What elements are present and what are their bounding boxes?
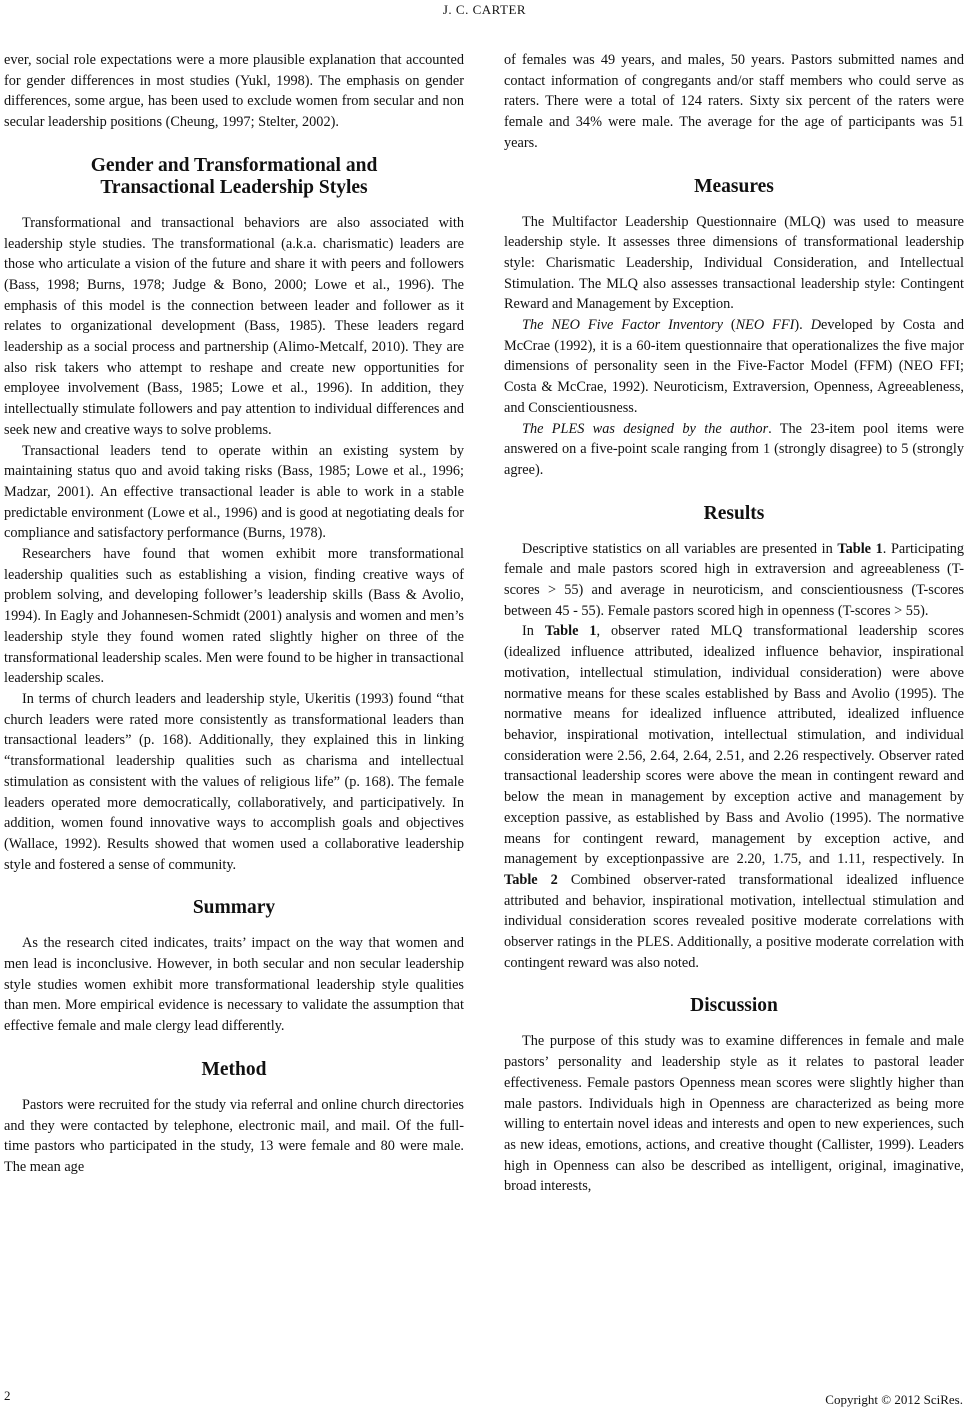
intro-paragraph: ever, social role expectations were a more plausible explanation that accounted for gender differences in most studies (Yukl, 1998). The emphasis on gender differences, some argue, has been used to exclude women from secular and non secular leadership positions (Cheung, 1997; Stelter, 2002). (4, 52, 464, 131)
page-number: 2 (4, 1388, 11, 1403)
left-column (4, 50, 464, 1178)
results-p2-b: , observer rated MLQ transformational leadership scores (idealized influence attributed, idealized influence behavior, inspirational motivation, intellectual stimulation, individual consideration) were above normative means for these scales established by Bass and Avolio (1995). The normative means for idealized influence attributed, idealized influence behavior, inspirational motivation, intellectual stimulation, and individual consideration were 2.56, 2.64, 2.64, 2.51, and 2.26 respectively. Observer rated transactional leadership scores were above the mean in contingent reward and below the mean in management by exception active and management by exception passive, as established by Bass and Avolio (1995). The normative means for contingent reward, management by exception active, and management by exceptionpassive are 2.20, 1.75, and 1.11, respectively. In (504, 623, 964, 868)
results-paragraph-2 (504, 621, 964, 973)
heading-measures: Measures (694, 175, 774, 197)
summary-paragraph: As the research cited indicates, traits’ impact on the way that women and men lead is inconclusive. However, in both secular and non secular leadership style studies women exhibit more transformational leadership style qualities than men. More empirical evidence is necessary to validate the assumption that effective female and male clergy lead differently. (4, 935, 464, 1035)
results-p2-c: Combined observer-rated transformational idealized influence attributed and behavior, inspirational motivation, intellectual stimulation and individual consideration scores revealed positive moderate correlations with observer ratings in the PLES. Additionally, a positive moderate correlation with contingent reward was also noted. (504, 871, 964, 971)
gender-paragraph-2: Transactional leaders tend to operate within an existing system by maintaining status quo and avoid taking risks (Bass, 1985; Lowe et al., 1996; Madzar, 2001). An effective transactional leader is able to work in a stable predictable environment (Lowe et al., 1996) and is good at negotiating deals for compliance and satisfactory performance (Burns, 1978). (4, 442, 464, 542)
neo-d: D (810, 317, 822, 334)
neo-abbrev: NEO FFI (735, 317, 795, 334)
heading-results: Results (703, 502, 765, 524)
running-head: J. C. CARTER (442, 2, 527, 17)
ples-rest: . The 23-item pool items were answered on a five-point scale ranging from 1 (strongly disagree) to 5 (strongly agree). (504, 420, 964, 478)
table-1-reference: Table 1 (837, 540, 883, 557)
gender-paragraph-1: Transformational and transactional behaviors are also associated with leadership style studies. The transformational (a.k.a. charismatic) leaders are those who articulate a vision of the future and share it with peers and followers (Bass, 1998; Burns, 1978; Judge & Bono, 2000; Lowe et al., 1996). The emphasis of this model is the connection between leader and follower as it relates to organizational development (Bass, 1985). These leaders regard leadership as a social process and partnership (Alimo-Metcalf, 2010). They are also risk takers who attempt to reshape and create new opportunities for employee involvement (Bass, 1985; Lowe et al., 1996). In addition, they intellectually stimulate followers and pay attention to individual differences and seek new and creative ways to solve problems. (4, 214, 464, 438)
results-p1-b: . Participating female and male pastors scored high in extraversion and agreeableness (T-scores > 55) and average in neuroticism, and conscientiousness (T-scores between 45 - 55). Female pastors scored high in openness (T-scores > 55). (504, 540, 964, 619)
discussion-paragraph: The purpose of this study was to examine differences in female and male pastors’ personality and leadership style as it relates to pastoral leader effectiveness. Female pastors Openness mean scores were slightly higher than male pastors. Individuals high in Openness are characterized as being more willing to entertain novel ideas and interests and open to new experiences, such as new ideas, emotions, actions, and creative thought (Callister, 1999). Leaders high in Openness can also be described as intelligent, original, imaginative, broad interests, (504, 1033, 964, 1195)
measures-paragraph-ples (504, 419, 964, 481)
measures-paragraph-neo (504, 315, 964, 419)
copyright-notice: Copyright © 2012 SciRes. (825, 1392, 963, 1407)
results-paragraph-1 (504, 539, 964, 622)
neo-paren-close: ). (794, 317, 811, 334)
table-2-reference: Table 2 (504, 871, 558, 888)
results-p1-a: Descriptive statistics on all variables are presented in (522, 540, 838, 557)
heading-gender-leadership-styles: Gender and Transformational and Transactional Leadership Styles (90, 154, 378, 198)
neo-title: The NEO Five Factor Inventory (522, 317, 723, 334)
heading-summary: Summary (192, 897, 276, 919)
heading-discussion: Discussion (690, 995, 778, 1017)
table-1-reference: Table 1 (544, 623, 597, 640)
right-column (504, 50, 964, 1197)
neo-rest: eveloped by Costa and McCrae (1992), it is a 60-item questionnaire that operationalizes the five major dimensions of personality seen in the Five-Factor Model (FFM) (NEO FFI; Costa & McCrae, 1992). Neuroticism, Extraversion, Openness, Agreeableness, and Conscientiousness. (504, 317, 964, 416)
results-p2-a: In (522, 623, 545, 640)
measures-paragraph-mlq: The Multifactor Leadership Questionnaire (MLQ) was used to measure leadership style. It assesses three dimensions of transformational leadership style: Charismatic Leadership, Individual Consideration, and Intellectual Stimulation. The MLQ also assesses transactional leadership style: Contingent Reward and Management by Exception. (504, 213, 964, 313)
ples-title: The PLES was designed by the author (522, 420, 769, 437)
heading-method: Method (201, 1058, 267, 1080)
neo-paren-open: ( (722, 317, 736, 334)
gender-paragraph-4: In terms of church leaders and leadership style, Ukeritis (1993) found “that church leaders were rated more consistently as transformational leaders than transactional leaders” (p. 168). Additionally, they explained this in linking “transformational leadership qualities such as charisma and intellectual stimulation as consistent with the values of religious life” (p. 168). The female leaders operated more democratically, collaboratively, and participatively. In addition, women found innovative ways to accomplish goals and objectives (Wallace, 1992). Results showed that women used a collaborative leadership style and fostered a sense of community. (4, 690, 464, 873)
method-paragraph: Pastors were recruited for the study via referral and online church directories and they were contacted by telephone, electronic mail, and mail. Of the full-time pastors who participated in the study, 13 were female and 80 were male. The mean age (4, 1096, 464, 1175)
gender-paragraph-3: Researchers have found that women exhibit more transformational leadership qualities such as establishing a vision, finding creative ways of problem solving, and developing follower’s leadership skills (Bass & Avolio, 1994). In Eagly and Johannesen-Schmidt (2001) analysis and women and men’s leadership style they found women rated slightly higher on three of the transformational leadership scales. Men were found to be higher in transactional leadership scales. (4, 546, 464, 687)
continued-paragraph: of females was 49 years, and males, 50 years. Pastors submitted names and contact information of congregants and/or staff members who could serve as raters. There were a total of 124 raters. Sixty six percent of the raters were female and 34% were male. The average for the age of participants was 51 years. (504, 52, 964, 151)
